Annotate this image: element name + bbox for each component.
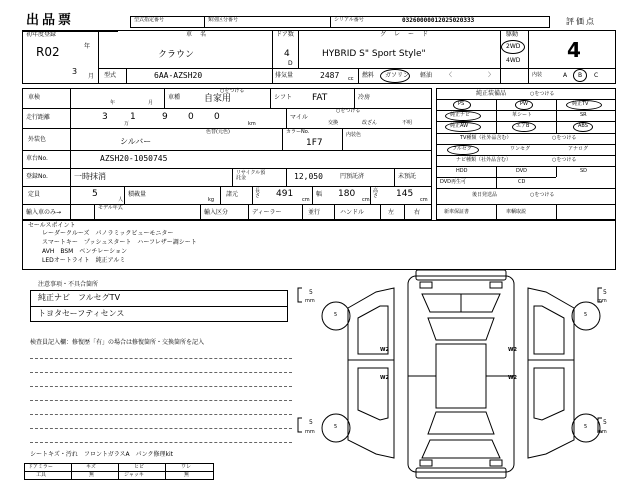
mark-w2-2: W2 [380, 375, 389, 381]
equip-airbag: エアB [516, 123, 530, 129]
navi-dvd-play: DVD再生可 [440, 179, 467, 185]
model-year-label: モデル年式 [98, 205, 123, 211]
first-reg-label: 初年度登録 [26, 31, 57, 38]
navi-note: ○をつける [552, 157, 577, 163]
bottom-header-scratch: キズ [86, 464, 96, 470]
interior-label: 内装 [532, 72, 543, 78]
equip-sr: SR [580, 112, 587, 118]
exterior-color-value: シルバー [120, 137, 152, 146]
equip-navi: 純正ナビ [450, 112, 471, 118]
equip-ps: PS [458, 101, 465, 107]
equip-pw: PW [520, 101, 528, 107]
fuel-gasoline: ガソリン [385, 72, 410, 79]
mileage-thousand: 万 [124, 121, 130, 127]
interior-c: C [594, 72, 599, 79]
interior-b: B [578, 72, 583, 79]
month-value: 3 [72, 67, 78, 76]
roof [436, 344, 486, 408]
mileage-label: 走行距離 [26, 114, 51, 121]
import-type-label: 輸入区分 [204, 209, 229, 216]
note-line-1: 純正ナビ フルセグTV [38, 293, 121, 302]
tire-rr-unit: mm [597, 429, 607, 435]
interior-circle [573, 69, 587, 82]
left-side-body [348, 288, 394, 458]
mark-w2-1: W2 [380, 347, 389, 353]
type-value: 6AA-AZSH20 [154, 71, 203, 80]
import-type-dealer: ディーラー [252, 209, 282, 216]
meter-note: ○をつける [336, 108, 361, 114]
mileage-digit-1: 3 [102, 112, 108, 122]
front-bumper [416, 270, 506, 280]
tire-fl-value: 5 [309, 289, 313, 296]
selling-point-line-2: スマートキー プッシュスタート ハーフレザー調シート [42, 239, 197, 246]
rating-label: 評価点 [566, 17, 596, 26]
fuel-circle [380, 69, 410, 83]
import-label: 輸入車のみ→ [26, 209, 62, 216]
height-unit: cm [420, 197, 428, 203]
meter-label: マイル [290, 114, 308, 121]
serial-label: シリアル番号 [334, 17, 364, 23]
shift-value: FAT [312, 93, 328, 103]
windshield [428, 318, 494, 340]
tire-fr-unit: mm [597, 298, 607, 304]
navi-sd: SD [580, 168, 588, 174]
fuel-diesel: 軽油 [420, 72, 433, 79]
doors-value: 4 [284, 49, 290, 59]
recycle-unit: 円預託済 [340, 173, 365, 180]
tv-title: TV種類（社外品含む） [460, 135, 512, 141]
vehicle-type-label: 車種 [168, 94, 181, 101]
capacity-value: 5 [92, 189, 98, 199]
bottom-header-crack: ヒビ [134, 464, 145, 470]
drive-2wd: 2WD [506, 43, 521, 50]
selling-point-line-3: AVH BSM ベンチレーション [42, 248, 127, 255]
car-name-value: クラウン [158, 50, 195, 60]
interior-a: A [563, 72, 568, 79]
chassis-label: 車台No. [26, 155, 48, 162]
fuel-label: 燃料 [362, 72, 375, 79]
month-unit-label: 月 [88, 73, 95, 80]
width-unit: cm [362, 197, 370, 203]
grade-label: グレード [380, 31, 437, 38]
bottom-header-mirror: ドアミラー [28, 464, 53, 470]
handle-left: 左 [388, 209, 395, 216]
selling-point-line-1: レーダークルーズ パノラミックビューモニター [42, 230, 174, 237]
width-label: 幅 [316, 191, 323, 198]
bottom-value-jack: ジャッキ [124, 472, 144, 478]
note-line-2: トヨタセーフティセンス [38, 309, 125, 318]
exterior-color-label: 外装色 [28, 136, 47, 143]
width-value: 180 [338, 189, 356, 199]
tire-bracket-fl [298, 288, 302, 302]
fuel-other-close: 〉 [488, 72, 495, 79]
displacement-value: 2487 [320, 71, 340, 80]
type-label: 型式 [104, 72, 117, 79]
recycle-label: リサイクル預託金 [236, 170, 266, 181]
load-label: 積載量 [128, 191, 147, 198]
mileage-digit-5: 0 [214, 112, 220, 122]
mileage-unit: km [248, 121, 256, 127]
tv-oneseg: ワンセグ [510, 146, 531, 152]
rear-window [428, 412, 494, 434]
length-value: 491 [276, 189, 294, 199]
mileage-digit-2: 1 [130, 112, 136, 122]
dims-label: 諸元 [226, 191, 239, 198]
equipment-title: 純正装備品 [476, 90, 507, 97]
meter-option-unknown: 不明 [402, 120, 413, 126]
tire-fl-unit: mm [305, 298, 315, 304]
erase-label: 登録No. [26, 173, 48, 180]
model-cert-label: 型式指定番号 [134, 17, 165, 23]
erase-value: 一時抹消 [74, 172, 106, 181]
ac-label: 冷房 [358, 94, 371, 101]
chassis-value: AZSH20-1050745 [100, 154, 168, 163]
navi-title: ナビ種類（社外品含む） [456, 157, 512, 163]
inspection-year-unit: 年 [110, 100, 116, 106]
bottom-value-tools: 工具 [36, 472, 47, 478]
tire-fl-wheel-value: 5 [334, 312, 338, 318]
docs-note: ○をつける [530, 192, 555, 198]
category-label: 類別区分番号 [208, 17, 239, 23]
recycle-status: 未預託 [398, 173, 417, 180]
mark-w2-4: W2 [508, 375, 517, 381]
equip-tv: 純正TV [572, 101, 589, 107]
selling-point-line-4: LEDオートライト 純正アルミ [42, 257, 126, 264]
equip-abs: ABS [578, 123, 588, 129]
meter-option-tampered: 改ざん [362, 120, 378, 126]
load-unit: kg [208, 197, 215, 203]
drive-4wd: 4WD [506, 57, 521, 64]
tire-rr-value: 5 [603, 419, 607, 426]
tire-fr-wheel-value: 5 [584, 312, 588, 318]
inspector-footer: シートキズ・汚れ フロントガラスA パンク修理kit [30, 451, 173, 458]
navi-cd: CD [518, 179, 526, 185]
fuel-other-open: 〈 [446, 72, 453, 79]
year-unit-label: 年 [84, 43, 91, 50]
trunk [422, 440, 500, 458]
recycle-value: 12,050 [294, 172, 323, 181]
era-year-value: R02 [36, 45, 60, 59]
selling-points-title: セールスポイント [28, 222, 76, 229]
page-title: 出品票 [26, 13, 75, 28]
equipment-note: ○をつける [530, 91, 555, 97]
displacement-label: 排気量 [275, 72, 294, 79]
grade-value: HYBRID S" Sport Style" [322, 49, 426, 59]
serial-value: 03260000012025020333 [402, 17, 475, 24]
height-label: 高さ [373, 188, 379, 199]
drive-2wd-circle [501, 40, 525, 54]
drive-label: 駆動 [506, 31, 519, 38]
navi-hdd: HDD [456, 168, 468, 174]
capacity-unit: 人 [118, 197, 124, 203]
right-side-body [528, 288, 574, 458]
rear-bumper [416, 468, 506, 478]
docs-manual: 車輌取説 [506, 209, 527, 215]
doors-label: ドア数 [276, 31, 294, 38]
mileage-digit-3: 9 [162, 112, 168, 122]
tv-fullseg: フルセグ [452, 146, 472, 152]
tv-analog: アナログ [568, 146, 589, 152]
tire-rl-value: 5 [309, 419, 313, 426]
tire-rr-wheel-value: 5 [584, 424, 588, 430]
import-type-parallel: 並行 [308, 209, 321, 216]
right-front-window [534, 306, 564, 354]
bottom-value-none-1: 無 [89, 472, 95, 478]
color-no-label: 色替(元色) [206, 129, 230, 135]
color-code-value: 1F7 [306, 138, 323, 148]
handle-right: 右 [414, 209, 421, 216]
meter-option-swap: 交換 [328, 120, 339, 126]
mark-w2-3: W2 [508, 347, 517, 353]
shift-label: シフト [274, 94, 293, 101]
vehicle-type-note: ○をつける [220, 88, 245, 94]
tv-note: ○をつける [552, 135, 577, 141]
bottom-value-none-2: 無 [184, 472, 190, 478]
length-unit: cm [302, 197, 310, 203]
rating-value: 4 [567, 38, 581, 62]
docs-warranty: 新車保証書 [444, 209, 470, 215]
inspector-title: 検査員記入欄：修復歴「有」の場合は修復箇所・交換箇所を記入 [30, 339, 205, 346]
equip-aw: 純正AW [450, 123, 469, 129]
tire-bracket-rl [298, 418, 302, 432]
displacement-unit: cc [348, 76, 354, 82]
inspection-month-unit: 月 [148, 100, 154, 106]
handle-label: ハンドル [340, 209, 365, 216]
tire-rl-wheel-value: 5 [334, 424, 338, 430]
car-name-label: 車名 [186, 31, 215, 38]
equip-leather: 革シート [512, 112, 533, 118]
length-label: 長さ [255, 188, 261, 199]
docs-title: 後日発送品 [472, 192, 498, 198]
inspection-label: 車検 [28, 94, 41, 101]
tire-rl-unit: mm [305, 429, 315, 435]
vehicle-type-value: 自家用 [204, 94, 232, 104]
interior-color-label: 内装色 [346, 132, 362, 138]
door-suffix: D [288, 60, 293, 67]
height-value: 145 [396, 189, 414, 199]
mileage-digit-4: 0 [188, 112, 194, 122]
color-code-label: カラーNo. [286, 129, 310, 135]
right-rear-window [534, 368, 564, 420]
navi-dvd: DVD [516, 168, 528, 174]
capacity-label: 定員 [28, 191, 41, 198]
notes-title: 注意事項・不具合箇所 [38, 281, 99, 288]
car-diagram [296, 268, 636, 480]
bottom-header-break: ワレ [181, 464, 192, 470]
tire-fr-value: 5 [603, 289, 607, 296]
